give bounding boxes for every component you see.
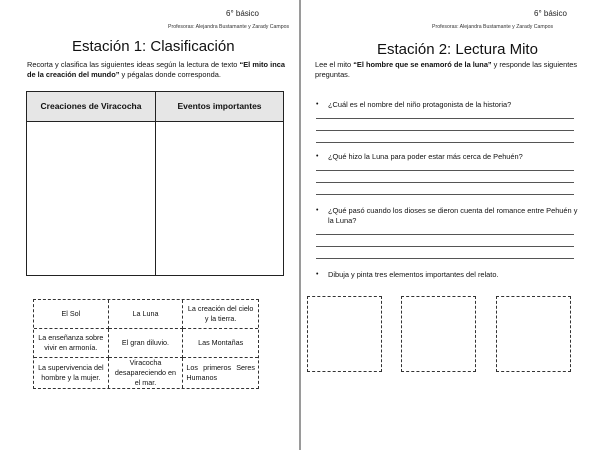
question-text: ¿Qué hizo la Luna para poder estar más cerca de Pehuén? bbox=[328, 152, 523, 161]
question-text: ¿Cuál es el nombre del niño protagonista de la historia? bbox=[328, 100, 512, 109]
column-header-events: Eventos importantes bbox=[156, 92, 283, 122]
worksheet-page-station-2 bbox=[302, 0, 600, 450]
instruction-text: Recorta y clasifica las siguientes ideas según la lectura de texto bbox=[27, 60, 240, 69]
word-cell: El gran diluvio. bbox=[109, 329, 184, 358]
question-text: Dibuja y pinta tres elementos importantes del relato. bbox=[328, 270, 499, 279]
bullet-icon: • bbox=[316, 207, 319, 214]
question-2 bbox=[316, 152, 580, 162]
station-2-instruction bbox=[315, 60, 585, 80]
cutout-words-table bbox=[33, 299, 259, 389]
column-header-creations: Creaciones de Viracocha bbox=[27, 92, 155, 122]
word-cell: El Sol bbox=[34, 300, 109, 329]
answer-line bbox=[316, 142, 574, 143]
word-cell: La Luna bbox=[109, 300, 184, 329]
instruction-text: Lee el mito bbox=[315, 60, 354, 69]
word-cell: La supervivencia del hombre y la mujer. bbox=[34, 358, 109, 388]
drawing-box-3 bbox=[496, 296, 571, 372]
drawing-box-2 bbox=[401, 296, 476, 372]
instruction-text-end: y pégalas donde corresponda. bbox=[119, 70, 221, 79]
station-2-title: Estación 2: Lectura Mito bbox=[377, 41, 538, 58]
worksheet-page-station-1 bbox=[0, 0, 298, 450]
word-cell: Viracocha desapareciendo en el mar. bbox=[109, 358, 184, 388]
answer-line bbox=[316, 182, 574, 183]
question-text: ¿Qué pasó cuando los dioses se dieron cuenta del romance entre Pehuén y la Luna? bbox=[328, 206, 578, 225]
teachers-label: Profesoras: Alejandra Bustamante y Zarady Campos bbox=[432, 24, 554, 30]
classification-column-creations bbox=[27, 92, 155, 275]
word-cell: La creación del cielo y la tierra. bbox=[183, 300, 258, 329]
instruction-story-title: “El mito inca de la creación del mundo” bbox=[27, 60, 285, 79]
teachers-label: Profesoras: Alejandra Bustamante y Zarady Campos bbox=[168, 24, 290, 30]
bullet-icon: • bbox=[316, 153, 319, 160]
station-1-instruction bbox=[27, 60, 285, 80]
question-4 bbox=[316, 270, 580, 280]
word-cell: Las Montañas bbox=[183, 329, 258, 358]
grade-label: 6° básico bbox=[534, 9, 567, 18]
question-3 bbox=[316, 206, 580, 226]
answer-line bbox=[316, 194, 574, 195]
instruction-story-title: “El hombre que se enamoró de la luna” bbox=[353, 60, 492, 69]
question-1 bbox=[316, 100, 580, 110]
answer-line bbox=[316, 170, 574, 171]
answer-line bbox=[316, 258, 574, 259]
classification-column-events bbox=[155, 92, 283, 275]
classification-table bbox=[26, 91, 284, 276]
page-divider bbox=[299, 0, 301, 450]
word-cell: Los primeros Seres Humanos bbox=[186, 363, 255, 382]
bullet-icon: • bbox=[316, 271, 319, 278]
answer-line bbox=[316, 118, 574, 119]
bullet-icon: • bbox=[316, 101, 319, 108]
answer-line bbox=[316, 130, 574, 131]
word-cell: La enseñanza sobre vivir en armonía. bbox=[34, 329, 109, 358]
station-1-title: Estación 1: Clasificación bbox=[72, 38, 235, 55]
drawing-box-1 bbox=[307, 296, 382, 372]
instruction-text-end: y responde las siguientes preguntas. bbox=[315, 60, 578, 79]
grade-label: 6° básico bbox=[226, 9, 259, 18]
answer-line bbox=[316, 234, 574, 235]
answer-line bbox=[316, 246, 574, 247]
